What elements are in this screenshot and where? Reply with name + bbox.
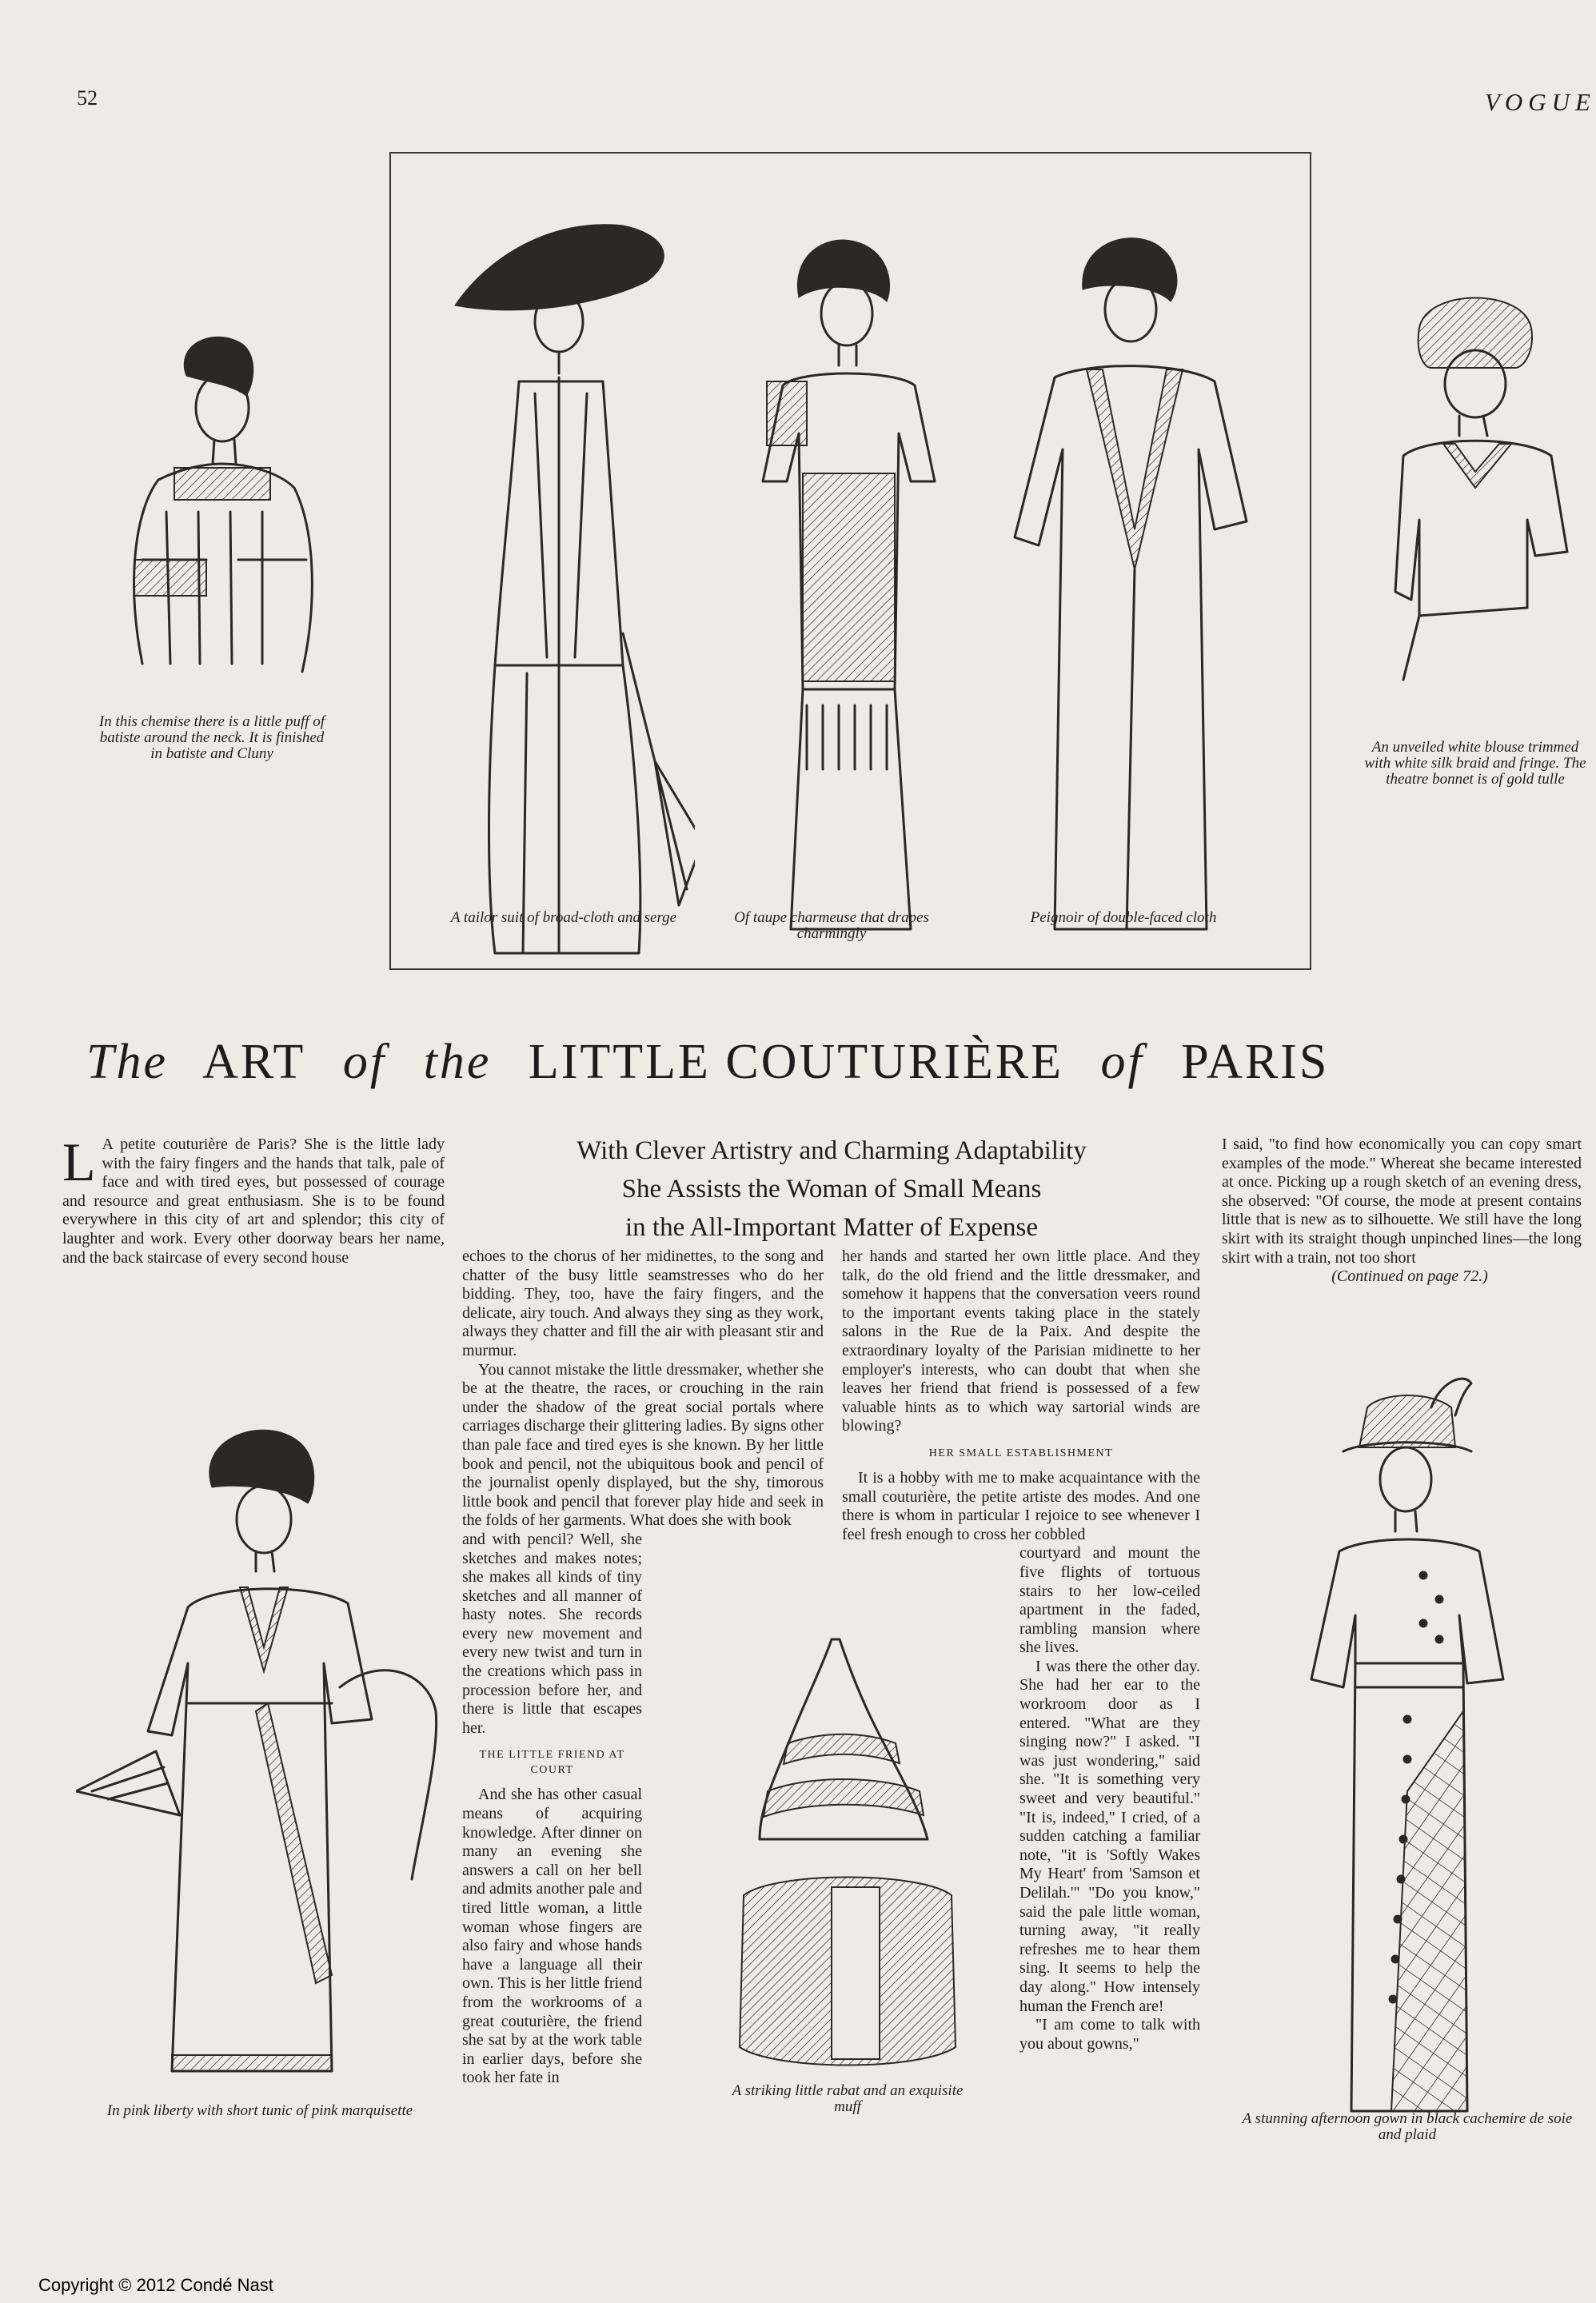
col2-paragraph-2: You cannot mistake the little dressmaker, whether she be at the theatre, the races, or crouching in the rain under the shadow of the great social portals where carriages discharge their glittering ladies. By signs other than pale face and tired eyes is she known. By her little book and pencil, not the ubiquitous book and pencil of the journalist openly displayed, but the shy, timorous little book and pencil that forever play hide and seek in the folds of her garments. What does she with book [462,1360,824,1530]
col2-paragraph-2b: and with pencil? Well, she sketches and makes notes; she makes all kinds of tiny sketches and all manner of hasty notes. She records every new movement and every new twist and turn in the creations which pass in procession before her, and there is little that escapes her. [462,1530,642,1737]
caption-rabat: A striking little rabat and an exquisite muff [732,2082,964,2115]
caption-blouse: An unveiled white blouse trimmed with white silk braid and fringe. The theatre bonnet is of gold tulle [1364,739,1586,788]
col2-paragraph-1: echoes to the chorus of her midinettes, to the song and chatter of the busy little seamstresses who do her bidding. They, too, have the fairy fingers, and the delicate, airy touch. And always they sing as they work, always they chatter and fill the air with pleasant stir and murmur. [462,1247,824,1359]
drop-cap: L [62,1132,96,1192]
chemise-illustration [94,320,334,704]
headline-word-little-couturiere: LITTLE COUTURIÈRE [528,1035,1064,1089]
caption-pink-liberty: In pink liberty with short tunic of pink marquisette [106,2102,413,2119]
taupe-charmeuse-illustration [727,210,967,985]
article-column-4 [1222,1136,1582,1287]
article-column-1 [62,1132,445,1267]
col2-paragraph-3: And she has other casual means of acquiring knowledge. After dinner on many an evening she answers a call on her bell and admits another pale and tired little woman, a little woman whose fingers are also fairy and whose hands have a language all their own. This is her little friend from the workrooms of a great couturière, the friend she sat by at the work table in earlier days, before she took her fate in [462,1786,642,2087]
col2-section-heading: THE LITTLE FRIEND AT COURT [479,1749,625,1777]
peignoir-illustration [1007,210,1271,985]
subheading-line-3: in the All-Important Matter of Expense [625,1213,1038,1242]
caption-tailor-suit: A tailor suit of broad-cloth and serge [450,909,677,926]
afternoon-gown-illustration [1263,1375,1567,2135]
blouse-illustration [1371,280,1587,712]
subheading-line-1: With Clever Artistry and Charming Adaptability [577,1136,1087,1165]
pink-liberty-illustration [76,1415,444,2095]
col3-paragraph-3: courtyard and mount the five flights of tortuous stairs to her low-ceiled apartment in the faded, rambling mansion where she lives. [1019,1544,1200,1657]
headline-word-art: ART [202,1035,306,1089]
caption-afternoon-gown: A stunning afternoon gown in black cachemire de soie and plaid [1242,2110,1573,2143]
magazine-name: VOGUE [1484,88,1596,116]
col4-paragraph-1: I said, "to find how economically you can copy smart examples of the mode." Whereat she became interested at once. Picking up a rough sketch of an evening dress, she observed: "Of course, the mode at present contains little that is new as to silhouette. We still have the long skirt with its straight though unpinched lines—the long skirt with a train, not too short [1222,1136,1582,1267]
headline-word-paris: PARIS [1181,1035,1330,1089]
article-headline [86,1034,1590,1098]
headline-word-the: The [86,1035,168,1089]
illustration-frame [389,152,1311,970]
headline-word-of-1: of [342,1035,387,1089]
rabat-muff-illustration [712,1631,984,2079]
continued-notice: (Continued on page 72.) [1331,1267,1488,1286]
copyright-notice: Copyright © 2012 Condé Nast [38,2275,273,2295]
col3-section-heading: HER SMALL ESTABLISHMENT [928,1447,1114,1459]
article-subheading [512,1132,1151,1247]
page-number: 52 [77,86,98,110]
headline-word-of-2: of [1100,1035,1144,1089]
col3-paragraph-4: I was there the other day. She had her ear to the workroom door as I entered. "What are they singing now?" I asked. "I was just wondering," said she. "It is something very sweet and very beautiful." "It is, indeed," I cried, of a sudden catching a familiar note, "it is 'Softly Wakes My Heart' from 'Samson et Delilah.'" "Do you know," said the pale little woman, turning away, "it really refreshes me to hear them sing. It seems to help the day along." How intensely human the French are! [1019,1657,1200,2015]
headline-word-the-2: the [423,1035,492,1089]
tailor-suit-illustration [439,186,695,985]
col3-paragraph-2: It is a hobby with me to make acquaintance with the small couturière, the petite artiste des modes. And one there is whom in particular I rejoice to see whenever I feel fresh enough to cross her cobbled [842,1468,1200,1543]
col3-paragraph-1: her hands and started her own little place. And they talk, do the old friend and the little dressmaker, and somehow it happens that the conversation veers round to the important events taking place in the stately salons in the Rue de la Paix. And despite the extraordinary loyalty of the Parisian midinette to her employer's interests, who can doubt that when she leaves her friend that friend is possessed of a few valuable hints as to which way sartorial winds are blowing? [842,1247,1200,1435]
col1-text: A petite couturière de Paris? She is the little lady with the fairy fingers and the hands that talk, pale of face and with tired eyes, but possessed of courage and resource and great enthusiasm. She is to be found everywhere in this city of art and splendor; this city of laughter and work. Every other doorway bears her name, and the back staircase of every second house [62,1136,445,1267]
caption-taupe: Of taupe charmeuse that drapes charmingly [734,909,929,942]
caption-peignoir: Peignoir of double-faced cloth [1030,909,1217,926]
col3-paragraph-5: "I am come to talk with you about gowns," [1019,2016,1200,2053]
subheading-line-2: She Assists the Woman of Small Means [621,1175,1042,1203]
caption-chemise: In this chemise there is a little puff of batiste around the neck. It is finished in batiste and Cluny [98,713,325,762]
